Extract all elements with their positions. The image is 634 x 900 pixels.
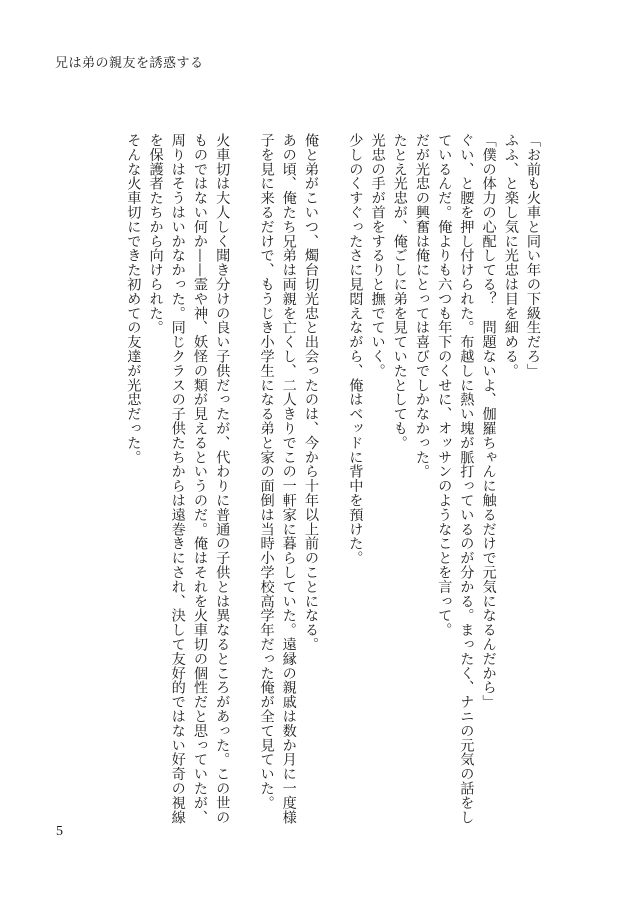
page-number: 5 — [56, 824, 63, 839]
paragraph-5: だが光忠の興奮は俺にとっては喜びでしかなかった。 — [413, 133, 430, 479]
paragraph-3: 「僕の体力の心配してる？ 問題ないよ、伽羅ちゃんに触るだけで元気になるんだから」 — [480, 133, 497, 709]
paragraph-2: ふふ、と楽し気に光忠は目を細める。 — [502, 133, 519, 378]
body-text — [122, 133, 544, 833]
paragraph-7: 光忠の手が首をするりと撫でていく。 — [369, 133, 386, 378]
scene-break — [322, 133, 344, 147]
paragraph-6: たとえ光忠が、俺ごしに弟を見ていたとしても。 — [391, 133, 408, 450]
paragraph-4: ぐい、と腰を押し付けられた。布越しに熱い塊が脈打っているのが分かる。まったく、ナニの元気の話をしているんだ。俺よりも六つも年下のくせに、オッサンのようなことを言って。 — [436, 133, 475, 825]
paragraph-12: そんな火車切にできた初めての友達が光忠だった。 — [125, 133, 142, 465]
paragraph-11: 火車切は大人しく聞き分けの良い子供だったが、代わりに普通の子供とは異なるところがあった。この世のものではない何か——霊や神、妖怪の類が見えるというのだ。俺はそれを火車切の個性だと思っていたが、周りはそうはいかなかった。同じクラスの子供たちからは遠巻きにされ、決して友好的ではない好奇の視線を保護者たちから向けられた。 — [147, 133, 231, 825]
paragraph-8: 少しのくすぐったさに見悶えながら、俺はベッドに背中を預けた。 — [347, 133, 364, 565]
paragraph-10: あの頃、俺たち兄弟は両親を亡くし、二人きりでこの一軒家に暮らしていた。遠縁の親戚は数か月に一度様子を見に来るだけで、もうじき小学生になる弟と家の面倒は当時小学校高学年だった俺が全て見ていた。 — [258, 133, 297, 825]
running-head: 兄は弟の親友を誘惑する — [55, 56, 204, 71]
paragraph-gap — [233, 133, 255, 147]
paragraph-9: 俺と弟がこいつ、燭台切光忠と出会ったのは、今から十年以上前のことになる。 — [302, 133, 319, 652]
paragraph-1: 「お前も火車と同い年の下級生だろ」 — [525, 133, 541, 378]
